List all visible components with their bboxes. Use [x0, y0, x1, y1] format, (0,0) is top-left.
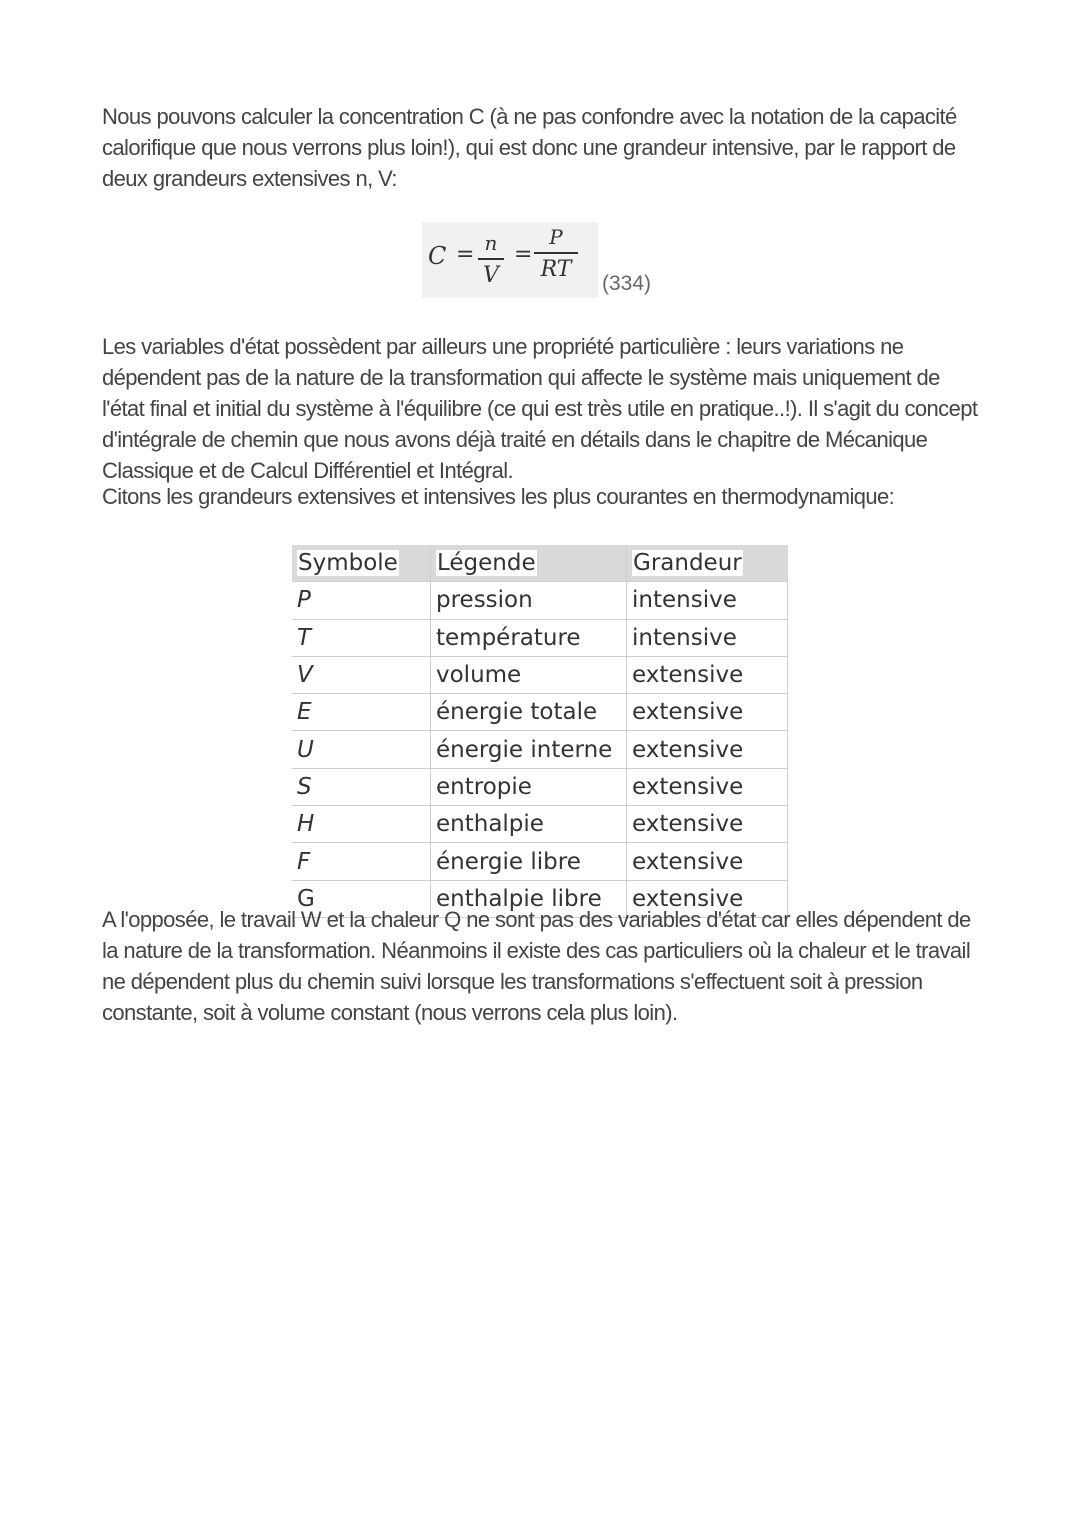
cell-quantity: extensive — [627, 694, 788, 731]
cell-legend: température — [431, 619, 627, 656]
paragraph-concentration: Nous pouvons calculer la concentration C (à ne pas confondre avec la notation de la capacité calorifique que nous verrons plus loin!), qui est donc une grandeur intensive, par le rapport de deux grandeurs extensives n, V: — [102, 104, 957, 191]
fraction-numerator-p: P — [549, 225, 563, 249]
cell-symbol: V — [292, 656, 431, 693]
cell-legend: enthalpie — [431, 806, 627, 843]
paragraph-state-variables: Les variables d'état possèdent par ailleurs une propriété particulière : leurs variations ne dépendent pas de la nature de la transformation qui affecte le système mais uniquement de l'état final et initial du système à l'équilibre (ce qui est très utile en pratique..!). Il s'agit du concept d'intégrale de chemin que nous avons déjà traité en détails dans le chapitre de Mécanique Classique et de Calcul Différentiel et Intégral. — [102, 334, 978, 483]
cell-legend: énergie libre — [431, 843, 627, 880]
fraction-numerator-n: n — [484, 231, 498, 255]
formula-equals-1: = — [456, 242, 475, 267]
cell-symbol: S — [292, 768, 431, 805]
formula-fraction-n-over-v — [478, 230, 504, 290]
cell-legend: volume — [431, 656, 627, 693]
table-row — [292, 656, 788, 693]
header-legende: Légende — [431, 545, 627, 582]
fraction-denominator-rt: RT — [540, 257, 572, 282]
cell-symbol: P — [292, 582, 431, 619]
table-row — [292, 694, 788, 731]
cell-legend: enthalpie libre — [431, 880, 627, 917]
formula-lhs: C — [428, 242, 447, 270]
table-row — [292, 843, 788, 880]
table-row — [292, 582, 788, 619]
cell-symbol: H — [292, 806, 431, 843]
equation-number: (334) — [602, 272, 652, 295]
paragraph-work-heat: A l'opposée, le travail W et la chaleur Q ne sont pas des variables d'état car elles dépendent de la nature de la transformation. Néanmoins il existe des cas particuliers où la chaleur et le travail ne dépendent plus du chemin suivi lorsque les transformations s'effectuent soit à pression constante, soit à volume constant (nous verrons cela plus loin). — [102, 907, 971, 1025]
fraction-bar — [534, 252, 578, 254]
cell-quantity: intensive — [627, 582, 788, 619]
cell-quantity: extensive — [627, 731, 788, 768]
formula-equals-2: = — [514, 242, 533, 267]
formula-fraction-p-over-rt — [534, 224, 578, 284]
formula-image — [422, 222, 598, 298]
cell-legend: entropie — [431, 768, 627, 805]
cell-legend: énergie interne — [431, 731, 627, 768]
cell-symbol: G — [292, 880, 431, 917]
cell-symbol: E — [292, 694, 431, 731]
cell-legend: pression — [431, 582, 627, 619]
cell-symbol: T — [292, 619, 431, 656]
cell-quantity: extensive — [627, 768, 788, 805]
thermodynamic-quantities-table — [292, 545, 788, 918]
cell-quantity: extensive — [627, 656, 788, 693]
cell-quantity: intensive — [627, 619, 788, 656]
table-row — [292, 806, 788, 843]
fraction-denominator-v: V — [483, 263, 499, 288]
cell-quantity: extensive — [627, 806, 788, 843]
cell-quantity: extensive — [627, 880, 788, 917]
cell-symbol: F — [292, 843, 431, 880]
header-grandeur: Grandeur — [627, 545, 788, 582]
table-row — [292, 768, 788, 805]
table-header-row — [292, 545, 788, 582]
header-symbole: Symbole — [292, 545, 431, 582]
cell-quantity: extensive — [627, 843, 788, 880]
paragraph-table-intro: Citons les grandeurs extensives et intensives les plus courantes en thermodynamique: — [102, 484, 895, 509]
cell-symbol: U — [292, 731, 431, 768]
cell-legend: énergie totale — [431, 694, 627, 731]
table-row — [292, 619, 788, 656]
fraction-bar — [478, 258, 504, 260]
concentration-formula — [422, 222, 598, 298]
table-row — [292, 731, 788, 768]
